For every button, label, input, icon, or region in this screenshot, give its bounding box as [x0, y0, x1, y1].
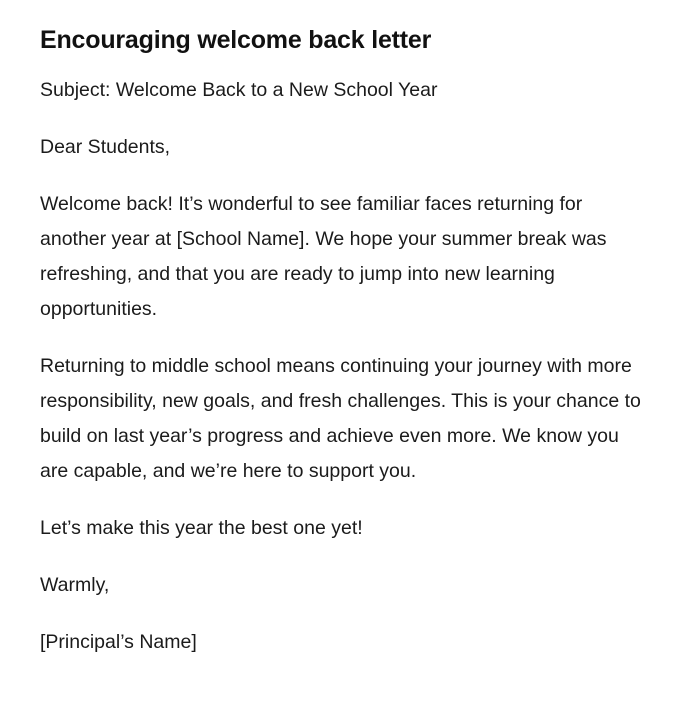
page-title: Encouraging welcome back letter — [40, 26, 432, 54]
paragraph-returning: Returning to middle school means continuing your journey with more responsibility, new goals, and fresh challenges. This is your chance to build on last year’s progress and achieve even more. We know you are capable, and we’re here to support you. — [40, 355, 641, 482]
paragraph-signature: [Principal’s Name] — [40, 631, 197, 653]
paragraph-subject: Subject: Welcome Back to a New School Year — [40, 79, 438, 101]
letter-body — [40, 56, 660, 671]
paragraph-salutation: Dear Students, — [40, 136, 171, 158]
paragraph-call-to-action: Let’s make this year the best one yet! — [40, 517, 363, 539]
paragraph-welcome: Welcome back! It’s wonderful to see familiar faces returning for another year at [School Name]. We hope your summer break was refreshing, and that you are ready to jump into new learning opportunities. — [40, 193, 607, 320]
paragraph-closing: Warmly, — [40, 574, 110, 596]
